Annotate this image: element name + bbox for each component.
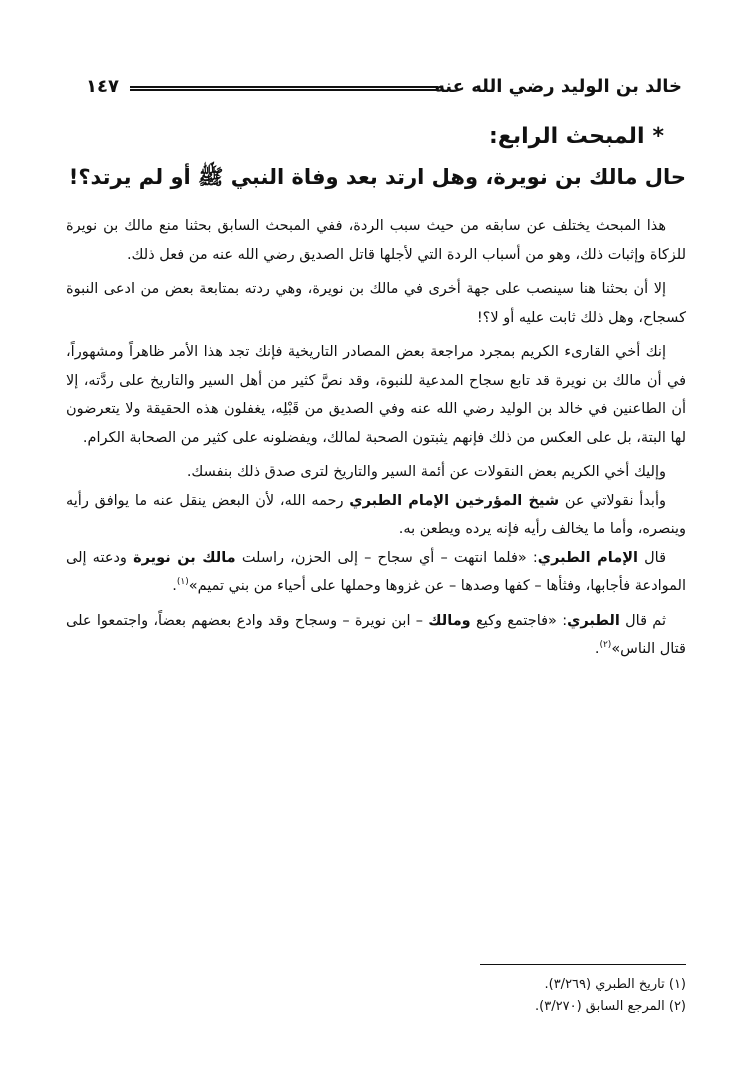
footnote-separator [480, 964, 686, 965]
paragraph-1: هذا المبحث يختلف عن سابقه من حيث سبب الردة، ففي المبحث السابق بحثنا منع مالك بن نويرة للزكاة وإثبات ذلك، وهو من أسباب الردة التي لأجلها قاتل الصديق رضي الله عنه من فعل ذلك. [66, 218, 686, 263]
bold-name: الطبري [567, 612, 620, 629]
paragraph-2: إلا أن بحثنا هنا سينصب على جهة أخرى في مالك بن نويرة، وهي ردته بمتابعة بعض من ادعى النبوة كسجاح، وهل ذلك ثابت عليه أو لا؟! [66, 281, 686, 326]
star-icon: * [652, 124, 664, 149]
text-run: : «فلما انتهت – أي سجاح – إلى الحزن، راسلت [235, 549, 538, 566]
paragraph-7 [66, 607, 686, 664]
bold-name: مالك بن نويرة [133, 549, 236, 566]
footnote-ref-2[interactable]: (٢) [599, 640, 612, 651]
paragraph-5 [66, 487, 686, 544]
text-run: . [594, 641, 600, 657]
paragraph-3: إنك أخي القارىء الكريم بمجرد مراجعة بعض المصادر التاريخية فإنك تجد هذا الأمر ظاهراً ومشهوراً، في أن مالك بن نويرة قد تابع سجاح المدعية للنبوة، وقد نصَّ كثير من أهل السير والتاريخ على ردَّته، إلا أن الطاعنين في خالد بن الوليد رضي الله عنه وفي الصديق من قَبْلِه، يغفلون هذه الحقيقة ولا يتعرضون لها البتة، بل على العكس من ذلك فإنهم يثبتون الصحبة لمالك، ويفضلونه على كثير من الصحابة الكرام. [66, 344, 686, 446]
paragraph-6 [66, 544, 686, 601]
paragraph-4: وإليك أخي الكريم بعض النقولات عن أئمة السير والتاريخ لترى صدق ذلك بنفسك. [186, 464, 666, 480]
footnotes [535, 974, 686, 1018]
text-run: ودعته إلى الموادعة فأجابها، وفثأها – كفها وصدها – عن غزوها وحملها على أحياء من بني تميم» [66, 549, 686, 594]
bold-name: الإمام الطبري [537, 549, 638, 566]
footnote-2: (٢) المرجع السابق (٣/٢٧٠). [535, 999, 686, 1014]
running-header [86, 74, 682, 104]
header-title: خالد بن الوليد رضي الله عنه [434, 76, 682, 97]
header-double-rule [130, 86, 438, 91]
bold-name: شيخ المؤرخين الإمام الطبري [349, 492, 560, 509]
section-heading-text: المبحث الرابع: [489, 124, 645, 149]
text-run: ثم قال [619, 612, 666, 629]
text-run: وأبدأ نقولاتي عن [559, 492, 666, 509]
page-number: ١٤٧ [86, 76, 119, 97]
body-text [66, 212, 686, 664]
text-run: رحمه الله، لأن البعض ينقل عنه ما يوافق رأيه وينصره، وأما ما يخالف رأيه فإنه يرده ويطعن به. [66, 492, 686, 537]
text-run: – ابن نويرة – وسجاح وقد وادع بعضهم بعضاً، واجتمعوا على قتال الناس» [66, 612, 686, 657]
footnote-1: (١) تاريخ الطبري (٣/٢٦٩). [544, 977, 686, 992]
section-heading [489, 124, 664, 149]
bold-name: ومالك [428, 612, 471, 629]
footnote-ref-1[interactable]: (١) [176, 577, 189, 588]
text-run: : «فاجتمع وكيع [470, 612, 568, 629]
section-subheading: حال مالك بن نويرة، وهل ارتد بعد وفاة النبي ﷺ أو لم يرتد؟! [68, 165, 686, 189]
text-run: قال [637, 549, 666, 566]
text-run: . [172, 578, 177, 594]
